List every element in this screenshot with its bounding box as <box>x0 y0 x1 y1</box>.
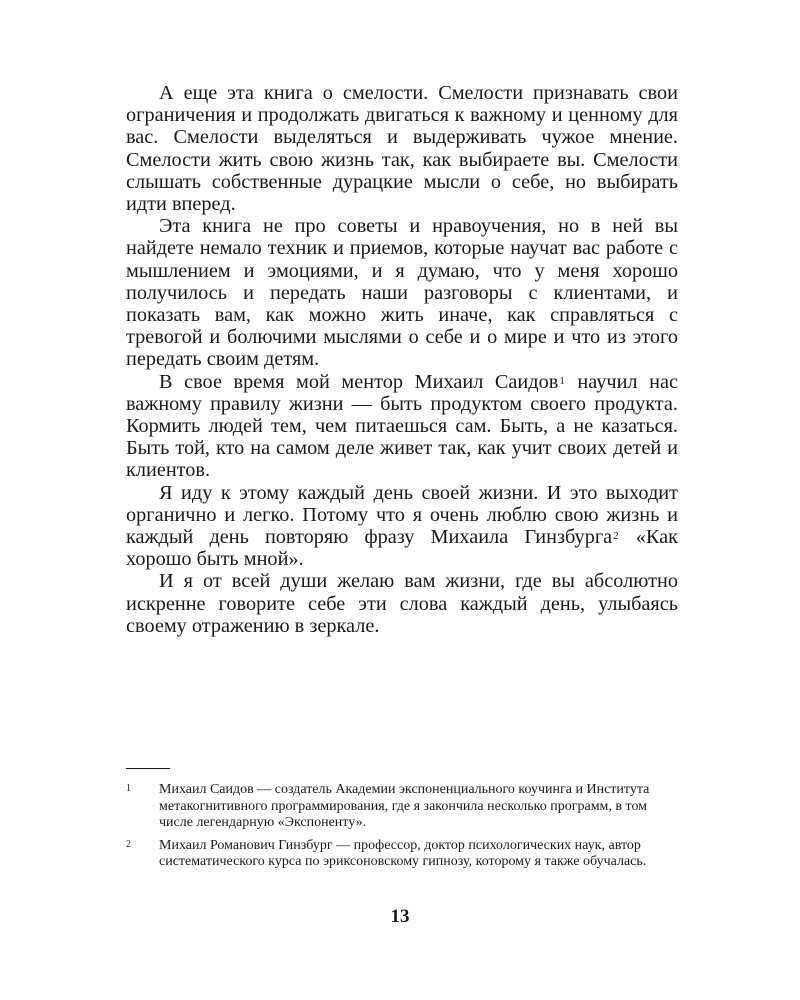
paragraph-text: Эта книга не про советы и нравоучения, но в ней вы найдете немало техник и приемов, которые научат вас работе с мышлением и эмоциями, и я думаю, что у меня хорошо получилось и передать наши разговоры с клиентами, и показать вам, как можно жить иначе, как справляться с тревогой и болючими мыслями о себе и о мире и что из этого передать своим детям. <box>126 215 678 371</box>
footnote <box>126 782 678 832</box>
paragraph <box>126 371 678 482</box>
paragraph-text: Я иду к этому каждый день своей жизни. И это выходит органично и легко. Потому что я очень люблю свою жизнь и каждый день повторяю фразу Михаила Гинзбурга <box>126 481 678 549</box>
main-text <box>126 82 678 637</box>
footnotes <box>126 782 678 877</box>
paragraph-text: научил нас важному правилу жизни — быть продуктом своего продукта. Кормить людей тем, чем питаешься сам. Быть, а не казаться. Быть той, кто на самом деле живет так, как учит своих детей и клиентов. <box>126 370 679 482</box>
footnote-number: 2 <box>126 838 131 850</box>
footnote-reference: 2 <box>613 530 619 543</box>
footnote-text: Михаил Романович Гинзбург — профессор, доктор психологических наук, автор систематического курса по эриксоновскому гипнозу, которому я также обучалась. <box>159 837 647 870</box>
paragraph <box>126 215 678 370</box>
paragraph-text: И я от всей души желаю вам жизни, где вы абсолютно искренне говорите себе эти слова каждый день, улыбаясь своему отражению в зеркале. <box>126 570 678 637</box>
paragraph <box>126 82 678 215</box>
footnote-text: Михаил Саидов — создатель Академии экспоненциального коучинга и Института метакогнитивного программирования, где я закончила несколько программ, в том числе легендарную «Экспоненту». <box>159 782 650 831</box>
page-number: 13 <box>390 906 410 927</box>
footnote-divider <box>126 768 170 769</box>
paragraph <box>126 482 678 571</box>
footnote-reference: 1 <box>559 374 565 387</box>
footnote <box>126 838 678 871</box>
paragraph-text: А еще эта книга о смелости. Смелости признавать свои ограничения и продолжать двигаться к важному и ценному для вас. Смелости выделяться и выдерживать чужое мнение. Смелости жить свою жизнь так, как выбираете вы. Смелости слышать собственные дурацкие мысли о себе, но выбирать идти вперед. <box>126 82 678 216</box>
paragraph-text: В свое время мой ментор Михаил Саидов <box>159 370 559 393</box>
paragraph-text: «Как хорошо быть мной». <box>126 526 679 571</box>
footnote-number: 1 <box>126 783 131 794</box>
paragraph <box>126 570 678 637</box>
